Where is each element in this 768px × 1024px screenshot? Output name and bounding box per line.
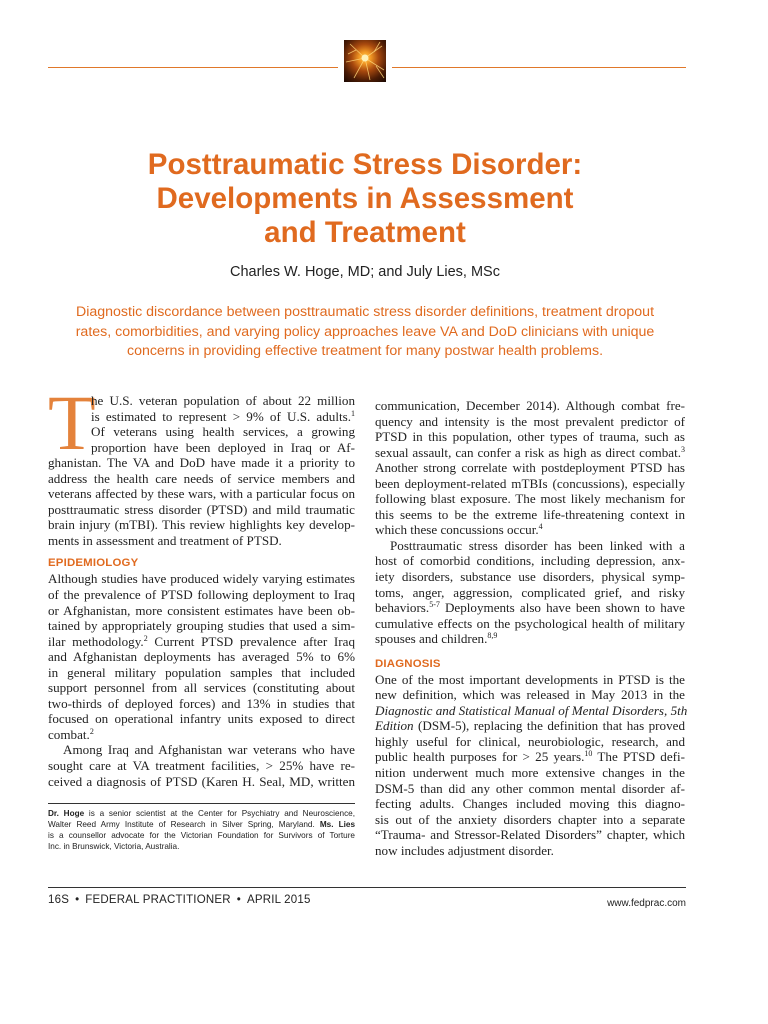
footnote-line: Walter Reed Army Institute of Research in Silver Spring, Maryland. Ms. Lies bbox=[48, 820, 355, 829]
body-line: PTSD in this population, other types of trauma, such as bbox=[375, 429, 685, 445]
body-line: veterans affected by these wars, with a particular focus on bbox=[48, 486, 355, 502]
body-line: Edition (DSM-5), replacing the definition that has proved bbox=[375, 718, 685, 734]
footnote-line: is a counsellor advocate for the Victorian Foundation for Survivors of Torture bbox=[48, 831, 355, 840]
reference-mark: 5-7 bbox=[429, 600, 440, 610]
body-line: sexual assault, can confer a risk as high as direct combat.$^3$ bbox=[375, 444, 685, 460]
issue-date: APRIL 2015 bbox=[246, 894, 311, 906]
abstract-line: concerns in providing effective treatment for many postwar health problems. bbox=[126, 343, 604, 359]
reference-mark: 4 bbox=[538, 522, 543, 532]
body-line: behaviors.$^{5-7}$ Deployments also have been shown to have bbox=[375, 600, 685, 616]
body-line: support personnel from all services (constituting about bbox=[48, 680, 355, 696]
body-line: fecting adults. Changes included moving this diagno- bbox=[375, 796, 685, 812]
drop-cap: T bbox=[48, 379, 96, 466]
body-line: toms, anger, aggression, complicated grief, and risky bbox=[375, 584, 685, 600]
reference-mark: 8,9 bbox=[487, 631, 498, 641]
title-line: Posttraumatic Stress Disorder: bbox=[147, 148, 583, 181]
body-line: new definition, which was released in May 2013 in the bbox=[375, 687, 685, 703]
neuron-image-icon bbox=[344, 40, 386, 82]
body-line: Among Iraq and Afghanistan war veterans who have bbox=[63, 742, 355, 758]
reference-mark: 3 bbox=[681, 444, 685, 454]
title-line: and Treatment bbox=[264, 216, 466, 249]
body-line: cumulative effects on the psychological health of military bbox=[375, 615, 685, 631]
footnote-line: Inc. in Brunswick, Victoria, Australia. bbox=[48, 842, 180, 851]
body-line: is estimated to represent > 9% of U.S. adults.$^1$ bbox=[91, 408, 355, 424]
reference-mark: 2 bbox=[143, 633, 148, 643]
article-abstract bbox=[50, 303, 680, 362]
body-line: highly useful for clinical, neurobiologic, research, and bbox=[375, 733, 685, 749]
body-line: ments in assessment and treatment of PTSD. bbox=[48, 532, 282, 548]
body-line: following blast exposure. The most likely mechanism for bbox=[375, 491, 685, 507]
abstract-line: rates, comorbidities, and varying policy approaches leave VA and DoD clinicians with unique bbox=[75, 323, 655, 340]
title-line: Developments in Assessment bbox=[156, 182, 574, 215]
section-heading-epidemiology: EPIDEMIOLOGY bbox=[48, 557, 139, 570]
footnote-rule bbox=[48, 803, 355, 804]
body-line: proportion have been deployed in Iraq or Af- bbox=[91, 439, 355, 455]
body-line: quency and intensity is the most prevalent predictor of bbox=[375, 413, 685, 429]
body-line: “Trauma- and Stressor-Related Disorders” chapter, which bbox=[375, 827, 685, 843]
body-line: Diagnostic and Statistical Manual of Mental Disorders, 5th bbox=[375, 702, 688, 718]
left-column bbox=[48, 379, 355, 789]
body-line: Although studies have produced widely varying estimates bbox=[48, 571, 355, 587]
header-logo bbox=[338, 34, 392, 88]
journal-url: www.fedprac.com bbox=[607, 898, 686, 909]
reference-mark: 1 bbox=[351, 408, 355, 418]
body-line: combat.$^2$ bbox=[48, 726, 94, 742]
body-line: iety disorders, substance use disorders, physical symp- bbox=[375, 569, 685, 585]
reference-mark: 10 bbox=[584, 749, 593, 759]
body-line: sought care at VA treatment facilities, > 25% have re- bbox=[48, 758, 355, 774]
footer-citation bbox=[48, 894, 311, 906]
body-line: spouses and children.$^{8,9}$ bbox=[375, 631, 498, 647]
right-column bbox=[375, 398, 688, 858]
footnote-line: Dr. Hoge is a senior scientist at the Center for Psychiatry and Neuroscience, bbox=[48, 809, 355, 818]
footer-bullet: • bbox=[75, 894, 80, 906]
body-line: tained by appropriately grouping studies that used a sim- bbox=[48, 618, 355, 634]
article-authors: Charles W. Hoge, MD; and July Lies, MSc bbox=[230, 264, 500, 280]
footer-bullet: • bbox=[236, 894, 241, 906]
author-footnote bbox=[48, 808, 355, 852]
body-line: he U.S. veteran population of about 22 million bbox=[91, 393, 355, 408]
body-line: ghanistan. The VA and DoD have made it a priority to bbox=[48, 455, 355, 471]
section-heading-diagnosis: DIAGNOSIS bbox=[375, 657, 441, 670]
body-line: of the prevalence of PTSD following deployment to Iraq bbox=[48, 587, 355, 603]
body-line: this seems to be the extreme life-threatening context in bbox=[375, 506, 685, 522]
body-line: host of comorbid conditions, including depression, anx- bbox=[375, 553, 685, 569]
abstract-line: Diagnostic discordance between posttraumatic stress disorder definitions, treatment dropout bbox=[75, 304, 655, 320]
body-line: been deployment-related mTBIs (concussions), especially bbox=[375, 475, 685, 491]
body-line: communication, December 2014). Although combat fre- bbox=[375, 398, 685, 413]
body-line: Of veterans using health services, a growing bbox=[91, 424, 355, 440]
body-line: now includes adjustment disorder. bbox=[375, 842, 554, 858]
body-line: in general military population samples that included bbox=[48, 664, 355, 680]
footer-rule bbox=[48, 887, 686, 888]
journal-name: FEDERAL PRACTITIONER bbox=[85, 894, 231, 906]
body-line: sis out of the anxiety disorders chapter into a separate bbox=[375, 811, 685, 827]
body-line: nition underwent much more extensive changes in the bbox=[375, 765, 685, 781]
body-line: two-thirds of deployed forces) and 13% in studies that bbox=[48, 695, 355, 711]
page-number: 16S bbox=[48, 894, 70, 906]
article-title bbox=[60, 148, 670, 250]
body-line: focused on operational infantry units exposed to direct bbox=[48, 711, 355, 727]
body-line: and Afghanistan deployments has averaged 5% to 6% bbox=[48, 649, 355, 665]
body-line: Another strong correlate with postdeployment PTSD has bbox=[375, 460, 685, 476]
body-line: ceived a diagnosis of PTSD (Karen H. Seal, MD, written bbox=[48, 773, 355, 789]
body-line: Posttraumatic stress disorder has been linked with a bbox=[390, 537, 685, 553]
body-line: which these concussions occur.$^4$ bbox=[375, 522, 543, 538]
reference-mark: 2 bbox=[89, 726, 94, 736]
body-line: address the health care needs of service members and bbox=[48, 470, 355, 486]
body-line: brain injury (mTBI). This review highlights key develop- bbox=[48, 517, 355, 533]
body-line: or Afghanistan, more consistent estimates have been ob- bbox=[48, 602, 355, 618]
body-line: posttraumatic stress disorder (PTSD) and mild traumatic bbox=[48, 501, 355, 517]
body-line: DSM-5 than did any other common mental disorder af- bbox=[375, 780, 685, 796]
body-line: ilar methodology.$^2$ Current PTSD prevalence after Iraq bbox=[48, 633, 355, 649]
body-line: One of the most important developments in PTSD is the bbox=[375, 671, 685, 687]
body-line: public health purposes for > 25 years.$^{10}$ The PTSD defi- bbox=[375, 749, 685, 765]
